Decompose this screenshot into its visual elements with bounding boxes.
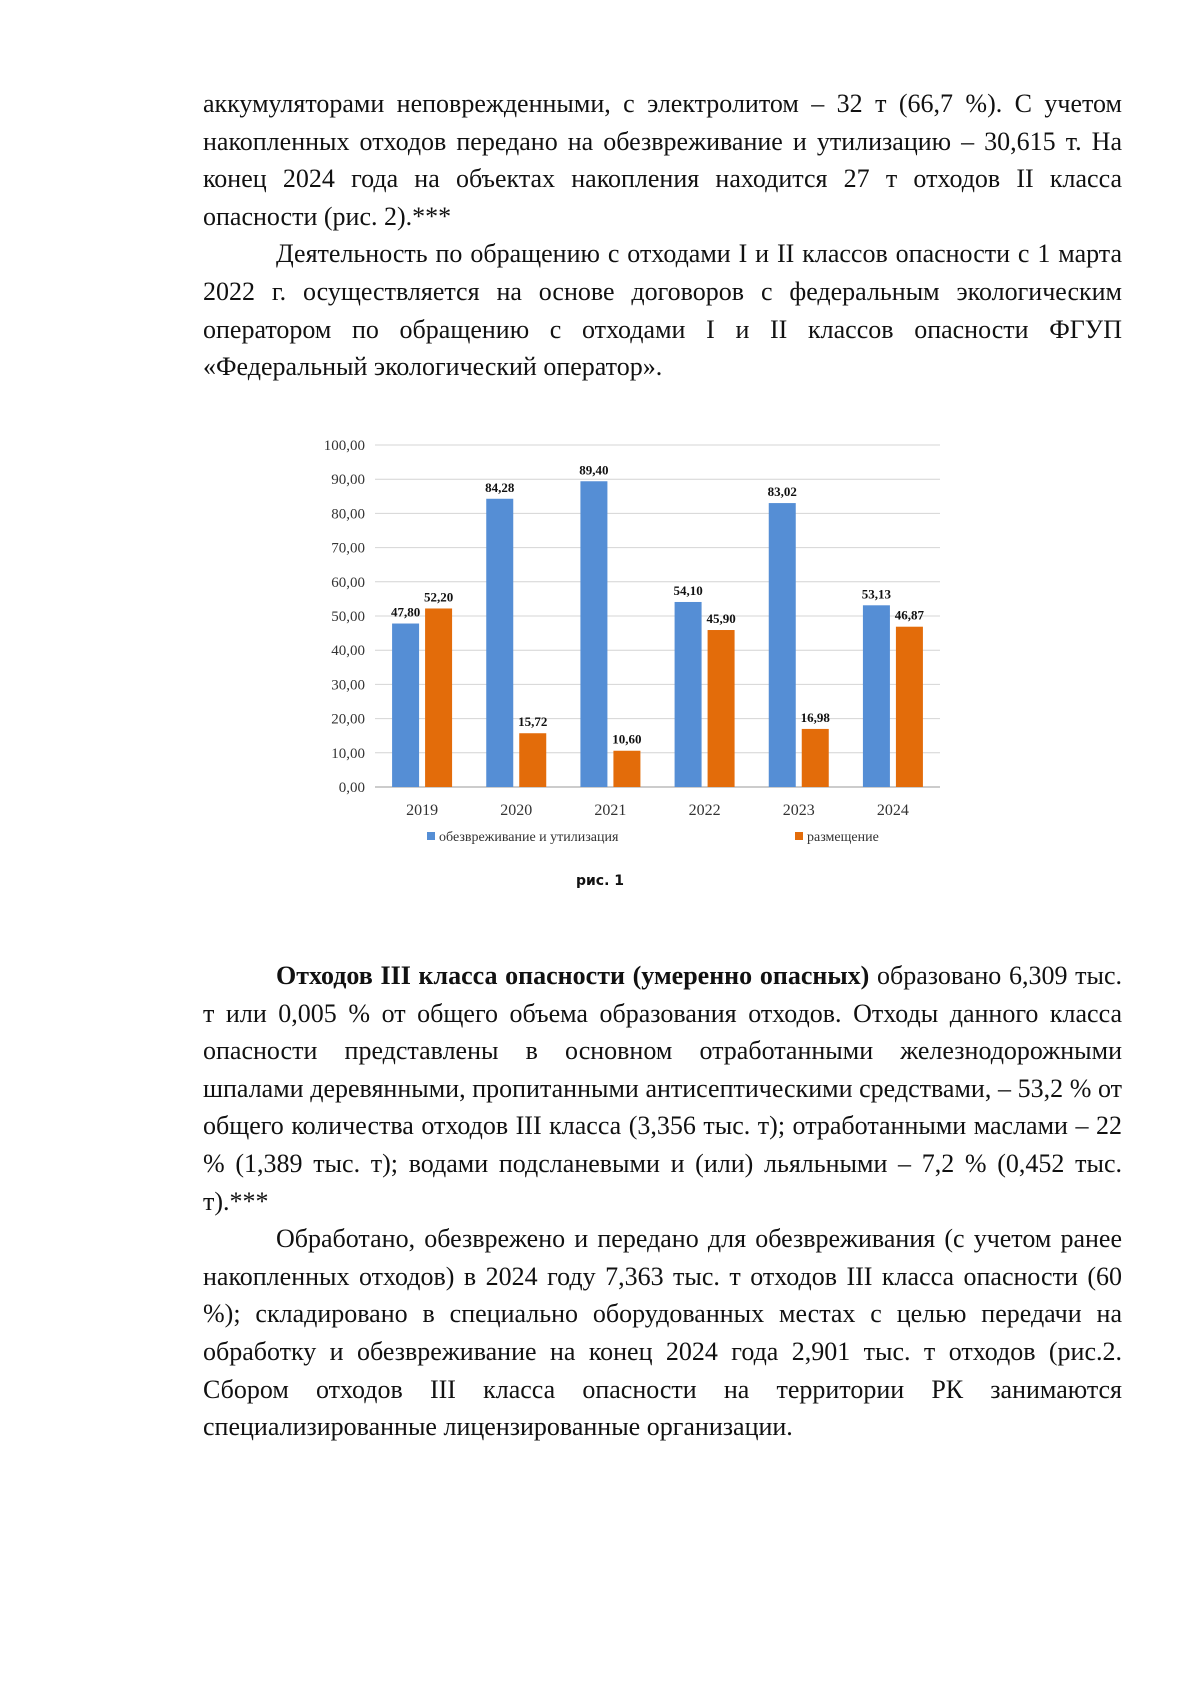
y-tick-label: 30,00 (331, 677, 365, 694)
paragraph-3-bold-lead: Отходов III класса опасности (умеренно опасных) (276, 961, 870, 990)
bar (486, 499, 513, 787)
bar-value-label: 46,87 (894, 607, 925, 623)
bar (896, 627, 923, 787)
paragraph-1: аккумуляторами неповрежденными, с электролитом – 32 т (66,7 %). С учетом накопленных отходов передано на обезвреживание и утилизацию – 30,615 т. На конец 2024 года на объектах накопления находится 27 т отходов II класса опасности (рис. 2).*** (203, 89, 1122, 231)
bar (802, 729, 829, 787)
bar-value-label: 45,90 (706, 611, 736, 627)
x-tick-label: 2019 (406, 802, 439, 819)
bar-value-label: 89,40 (579, 462, 609, 478)
x-tick-label: 2024 (876, 802, 909, 819)
y-tick-label: 80,00 (331, 506, 365, 523)
y-tick-label: 90,00 (331, 472, 365, 489)
paragraph-3 (203, 957, 1122, 1220)
figure-caption: рис. 1 (575, 873, 625, 889)
bar-value-label: 84,28 (485, 479, 515, 495)
bar (769, 503, 796, 787)
bar (392, 624, 419, 787)
y-tick-label: 60,00 (331, 574, 365, 591)
legend-label: обезвреживание и утилизация (439, 830, 619, 845)
legend-label: размещение (807, 830, 879, 845)
bar-value-label: 15,72 (518, 714, 548, 730)
chart-svg (290, 430, 950, 870)
paragraph-4: Обработано, обезврежено и передано для обезвреживания (с учетом ранее накопленных отходов) в 2024 году 7,363 тыс. т отходов III класса опасности (60 %); складировано в специально оборудованных местах с целью передачи на обработку и обезвреживание на конец 2024 года 2,901 тыс. т отходов (рис.2. Сбором отходов III класса опасности на территории РК занимаются специализированные лицензированные организации. (203, 1224, 1122, 1442)
x-tick-label: 2022 (688, 802, 721, 819)
text-block-top (203, 85, 1122, 386)
x-tick-label: 2023 (782, 802, 815, 819)
bar (675, 602, 702, 787)
x-tick-label: 2020 (500, 802, 533, 819)
bar-chart (290, 430, 950, 870)
bar-value-label: 47,80 (390, 604, 421, 620)
legend-swatch (427, 832, 435, 840)
bar (863, 605, 890, 787)
bar-value-label: 83,02 (767, 484, 797, 500)
bar-value-label: 52,20 (423, 589, 454, 605)
bar (519, 733, 546, 787)
paragraph-3-rest: образовано 6,309 тыс. т или 0,005 % от общего объема образования отходов. Отходы данного класса опасности представлены в основном отработанными железнодорожными шпалами деревянными, пропитанными антисептическими средствами, – 53,2 % от общего количества отходов III класса (3,356 тыс. т); отработанными маслами – 22 % (1,389 тыс. т); водами подсланевыми и (или) льяльными – 7,2 % (0,452 тыс. т).*** (203, 961, 1122, 1216)
y-tick-label: 0,00 (338, 780, 365, 796)
legend-swatch (795, 832, 803, 840)
y-tick-label: 20,00 (331, 711, 365, 728)
y-tick-label: 100,00 (323, 438, 365, 454)
bar (708, 630, 735, 787)
y-tick-label: 50,00 (331, 609, 365, 625)
bar-value-label: 10,60 (612, 731, 642, 747)
bar (613, 751, 640, 787)
paragraph-2: Деятельность по обращению с отходами I и II классов опасности с 1 марта 2022 г. осуществляется на основе договоров с федеральным экологическим оператором по обращению с отходами I и II классов опасности ФГУП «Федеральный экологический оператор». (203, 239, 1122, 382)
x-tick-label: 2021 (594, 802, 627, 819)
bar (425, 608, 452, 787)
y-tick-label: 10,00 (331, 745, 365, 762)
text-block-bottom (203, 957, 1122, 1446)
y-tick-label: 70,00 (331, 540, 365, 557)
bar-value-label: 16,98 (800, 709, 830, 725)
bar-value-label: 53,13 (861, 586, 892, 602)
bar (580, 481, 607, 787)
y-tick-label: 40,00 (331, 643, 365, 660)
bar-value-label: 54,10 (673, 582, 703, 598)
